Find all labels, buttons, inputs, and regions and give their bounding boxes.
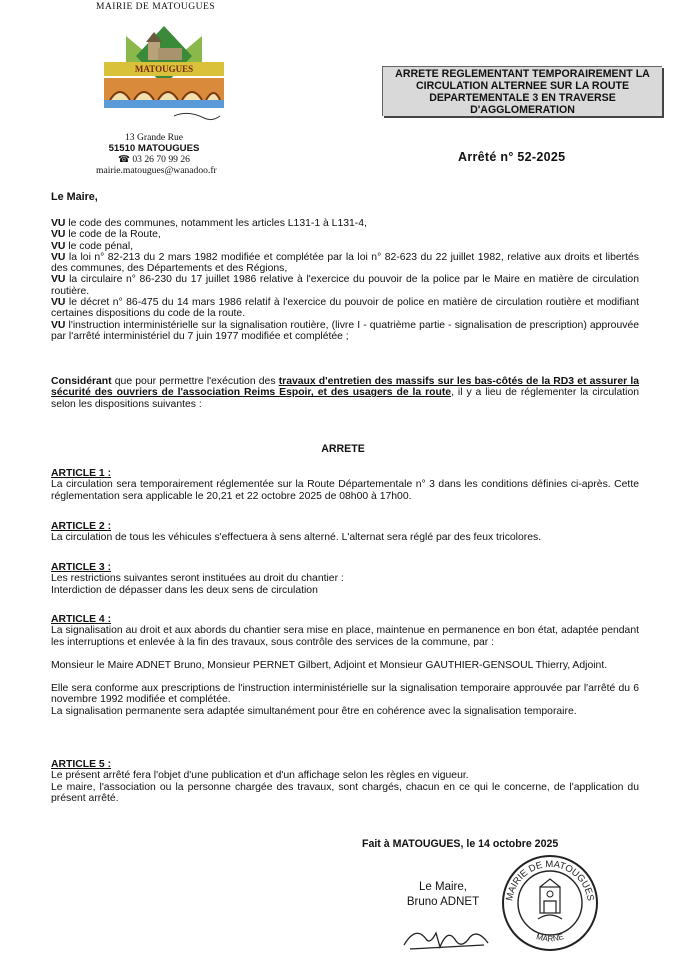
article-paragraph: Les restrictions suivantes seront instituées au droit du chantier : — [51, 573, 344, 585]
seal-bottom-text: MARNE — [535, 931, 565, 944]
article-paragraph: La circulation de tous les véhicules s'effectuera à sens alterné. L'alternat sera réglé par des feux tricolores. — [51, 532, 542, 544]
article-paragraph: Interdiction de dépasser dans les deux sens de circulation — [51, 584, 318, 596]
arrete-heading: ARRETE — [321, 443, 365, 455]
title-line: CIRCULATION ALTERNEE SUR LA ROUTE — [415, 80, 630, 92]
article-4 — [51, 614, 639, 717]
considerant-text: que pour permettre l'exécution des — [111, 376, 279, 387]
vu-text: la circulaire n° 86-230 du 17 juillet 1986 relative à l'exercice du pouvoir de la police par le Maire en matière de circulation routière. — [51, 274, 639, 297]
vu-prefix: VU — [51, 240, 66, 252]
town-logo — [96, 24, 232, 130]
title-line: D'AGGLOMERATION — [470, 104, 575, 116]
vu-prefix: VU — [51, 229, 66, 241]
seal-emblem — [538, 879, 562, 919]
article-5 — [51, 759, 639, 804]
article-paragraph: La signalisation au droit et aux abords du chantier sera mise en place, maintenue en permanence en bon état, adaptée pendant les interruptions et enlevée à la fin des travaux, sous contrôle des services de la commune, par : — [51, 625, 639, 648]
address-city: 51510 MATOUGUES — [108, 143, 200, 154]
logo-signature-mark — [174, 113, 220, 119]
article-paragraph: La signalisation permanente sera adaptée simultanément pour être en cohérence avec la signalisation temporaire. — [51, 705, 577, 717]
article-title: ARTICLE 3 : — [51, 562, 112, 573]
vu-text: le code de la Route, — [65, 229, 161, 241]
article-paragraph: La circulation sera temporairement réglementée sur la Route Départementale n° 3 dans les conditions définies ci-après. Cette réglementation sera applicable le 20,21 et 22 octobre 2025 de 08h00 à 17h00. — [51, 479, 639, 502]
article-paragraph: Elle sera conforme aux prescriptions de l'instruction interministérielle sur la signalisation temporaire approuvée par l'arrêté du 6 novembre 1992 modifiée et complétée. — [51, 683, 639, 706]
logo-church-body — [158, 48, 182, 60]
vu-prefix: VU — [51, 218, 66, 229]
vu-item — [51, 229, 639, 240]
title-line: ARRETE REGLEMENTANT TEMPORAIREMENT LA — [395, 68, 650, 80]
vu-text: la loi n° 82-213 du 2 mars 1982 modifiée et complétée par la loi n° 82-623 du 22 juillet 1982, relative aux droits et libertés des communes, des Départements et des Régions, — [51, 251, 639, 275]
article-paragraph: Le maire, l'association ou la personne chargée des travaux, sont chargés, chacun en ce qui le concerne, de l'application du présent arrêté. — [51, 781, 639, 804]
vu-text: le code pénal, — [65, 240, 134, 252]
vu-prefix: VU — [51, 319, 66, 331]
logo-river — [104, 100, 224, 108]
vu-prefix: VU — [51, 251, 66, 263]
mairie-header: MAIRIE DE MATOUGUES — [96, 2, 216, 12]
considerant-prefix: Considérant — [51, 376, 112, 387]
vu-item — [51, 320, 639, 343]
vu-item — [51, 252, 639, 275]
fait-a-date: Fait à MATOUGUES, le 14 octobre 2025 — [362, 838, 559, 850]
town-seal — [500, 853, 600, 953]
title-line: DEPARTEMENTALE 3 EN TRAVERSE — [429, 92, 616, 104]
vu-item — [51, 297, 639, 320]
handwritten-signature — [396, 915, 496, 953]
vu-item — [51, 241, 639, 252]
seal-top-text: MAIRIE DE MATOUGUES — [504, 858, 596, 902]
article-paragraph: Monsieur le Maire ADNET Bruno, Monsieur PERNET Gilbert, Adjoint et Monsieur GAUTHIER-GENSOUL Thierry, Adjoint. — [51, 659, 608, 671]
vu-list — [51, 218, 639, 342]
article-1 — [51, 468, 639, 502]
vu-text: l'instruction interministérielle sur la signalisation routière, (livre I - quatrième partie - signalisation de prescription) approuvée par l'arrêté interministériel du 7 juin 1977 modifiée et complétée ; — [51, 319, 639, 342]
article-2 — [51, 521, 639, 544]
article-title: ARTICLE 1 : — [51, 468, 112, 479]
considerant-text: , il y a lieu de réglementer la circulation selon les dispositions suivantes : — [51, 387, 639, 410]
article-paragraph: Le présent arrêté fera l'objet d'une publication et d'un affichage selon les règles en vigueur. — [51, 770, 469, 782]
vu-prefix: VU — [51, 274, 66, 286]
logo-banner-text: MATOUGUES — [134, 64, 194, 74]
address-street: 13 Grande Rue — [124, 132, 184, 143]
considerant-paragraph — [51, 376, 639, 410]
arrete-title-box — [382, 66, 662, 116]
article-title: ARTICLE 4 : — [51, 614, 112, 625]
arrete-number: Arrêté n° 52-2025 — [458, 150, 566, 164]
address-phone: ☎ 03 26 70 99 26 — [118, 154, 190, 165]
mairie-address — [96, 132, 217, 176]
vu-item — [51, 218, 639, 229]
signatory-name: Bruno ADNET — [406, 896, 480, 908]
vu-prefix: VU — [51, 297, 66, 309]
signatory-block — [398, 880, 488, 910]
signatory-role: Le Maire, — [419, 881, 467, 893]
article-3 — [51, 562, 639, 596]
considerant-underlined: travaux d'entretien des massifs sur les bas-côtés de la RD3 et assurer la sécurité des ouvriers de l'association Reims Espoir, et des usagers de la route — [51, 376, 639, 399]
greeting: Le Maire, — [51, 191, 98, 203]
vu-text: le décret n° 86-475 du 14 mars 1986 relatif à l'exercice du pouvoir de police en matière de circulation routière et modifiant certaines dispositions du code de la route. — [51, 297, 639, 320]
article-title: ARTICLE 5 : — [51, 759, 112, 770]
address-email: mairie.matougues@wanadoo.fr — [96, 165, 217, 176]
article-title: ARTICLE 2 : — [51, 521, 112, 532]
vu-item — [51, 274, 639, 297]
vu-text: le code des communes, notamment les articles L131-1 à L131-4, — [65, 218, 367, 229]
